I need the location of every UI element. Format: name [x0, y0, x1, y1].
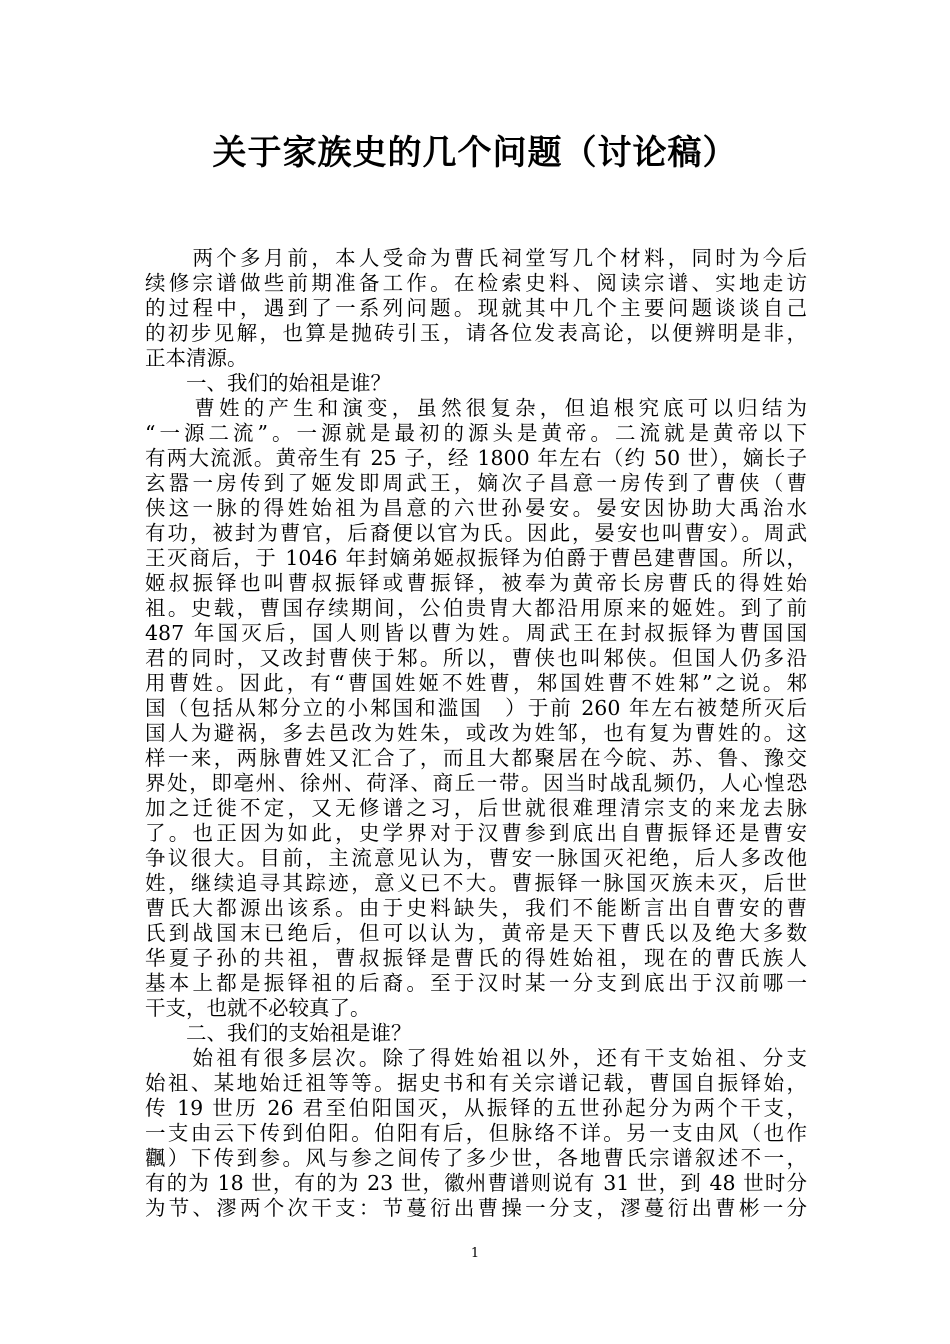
body-line: 侠这一脉的得姓始祖为昌意的六世孙晏安。晏安因协助大禹治水: [145, 496, 807, 520]
body-line: 君的同时，又改封曹侠于邾。所以，曹侠也叫邾侠。但国人仍多沿: [145, 646, 807, 670]
body-line: 争议很大。目前，主流意见认为，曹安一脉国灭祀绝，后人多改他: [145, 846, 807, 870]
document-body: [145, 246, 807, 1221]
body-line: 曹氏大都源出该系。由于史料缺失，我们不能断言出自曹安的曹: [145, 896, 807, 920]
body-line: 的初步见解，也算是抛砖引玉，请各位发表高论，以便辨明是非，: [145, 321, 807, 345]
body-line: 一支由云下传到伯阳。伯阳有后，但脉络不详。另一支由风（也作: [145, 1121, 807, 1145]
body-line: 传 19 世历 26 君至伯阳国灭，从振铎的五世孙起分为两个干支，: [145, 1096, 807, 1120]
body-line: 华夏子孙的共祖，曹叔振铎是曹氏的得姓始祖，现在的曹氏族人: [145, 946, 807, 970]
body-line: 一、我们的始祖是谁？: [145, 371, 391, 395]
body-line: 基本上都是振铎祖的后裔。至于汉时某一分支到底出于汉前哪一: [145, 971, 807, 995]
page-number: 1: [470, 1246, 480, 1261]
body-line: 王灭商后，于 1046 年封嫡弟姬叔振铎为伯爵于曹邑建曹国。所以，: [145, 546, 807, 570]
body-line: 国（包括从邾分立的小邾国和滥国 ）于前 260 年左右被楚所灭后: [145, 696, 807, 720]
body-line: 用曹姓。因此，有“曹国姓姬不姓曹，邾国姓曹不姓邾”之说。邾: [145, 671, 807, 695]
body-line: 正本清源。: [145, 346, 248, 370]
body-line: 样一来，两脉曹姓又汇合了，而且大都聚居在今皖、苏、鲁、豫交: [145, 746, 807, 770]
body-line: 始祖、某地始迁祖等等。据史书和有关宗谱记载，曹国自振铎始，: [145, 1071, 807, 1095]
body-line: 氏到战国末已绝后，但可以认为，黄帝是天下曹氏以及绝大多数: [145, 921, 807, 945]
body-line: 干支，也就不必较真了。: [145, 996, 371, 1020]
body-line: 487 年国灭后，国人则皆以曹为姓。周武王在封叔振铎为曹国国: [145, 621, 807, 645]
body-line: 飌）下传到参。风与参之间传了多少世，各地曹氏宗谱叙述不一，: [145, 1146, 807, 1170]
body-line: 姓，继续追寻其踪迹，意义已不大。曹振铎一脉国灭族未灭，后世: [145, 871, 807, 895]
body-line: 界处，即亳州、徐州、荷泽、商丘一带。因当时战乱频仍，人心惶恐: [145, 771, 807, 795]
body-line: 祖。史载，曹国存续期间，公伯贵胄大都沿用原来的姬姓。到了前: [145, 596, 807, 620]
body-line: “一源二流”。一源就是最初的源头是黄帝。二流就是黄帝以下: [145, 421, 807, 445]
body-line: 国人为避祸，多去邑改为姓朱，或改为姓邹，也有复为曹姓的。这: [145, 721, 807, 745]
body-line: 有功，被封为曹官，后裔便以官为氏。因此，晏安也叫曹安）。周武: [145, 521, 807, 545]
body-line: 二、我们的支始祖是谁？: [145, 1021, 412, 1045]
body-line: 曹姓的产生和演变，虽然很复杂，但追根究底可以归结为: [145, 396, 807, 420]
body-line: 两个多月前，本人受命为曹氏祠堂写几个材料，同时为今后: [145, 246, 807, 270]
body-line: 为节、漻两个次干支：节蔓衍出曹操一分支，漻蔓衍出曹彬一分: [145, 1196, 807, 1220]
body-line: 加之迁徙不定，又无修谱之习，后世就很难理清宗支的来龙去脉: [145, 796, 807, 820]
document-title: 关于家族史的几个问题（讨论稿）: [212, 133, 738, 173]
body-line: 续修宗谱做些前期准备工作。在检索史料、阅读宗谱、实地走访: [145, 271, 807, 295]
body-line: 有的为 18 世，有的为 23 世，徽州曹谱则说有 31 世，到 48 世时分: [145, 1171, 807, 1195]
body-line: 的过程中，遇到了一系列问题。现就其中几个主要问题谈谈自己: [145, 296, 807, 320]
body-line: 姬叔振铎也叫曹叔振铎或曹振铎，被奉为黄帝长房曹氏的得姓始: [145, 571, 807, 595]
body-line: 玄嚣一房传到了姬发即周武王，嫡次子昌意一房传到了曹侠（曹: [145, 471, 807, 495]
body-line: 始祖有很多层次。除了得姓始祖以外，还有干支始祖、分支: [145, 1046, 807, 1070]
body-line: 有两大流派。黄帝生有 25 子，经 1800 年左右（约 50 世），嫡长子: [145, 446, 807, 470]
body-line: 了。也正因为如此，史学界对于汉曹参到底出自曹振铎还是曹安: [145, 821, 807, 845]
